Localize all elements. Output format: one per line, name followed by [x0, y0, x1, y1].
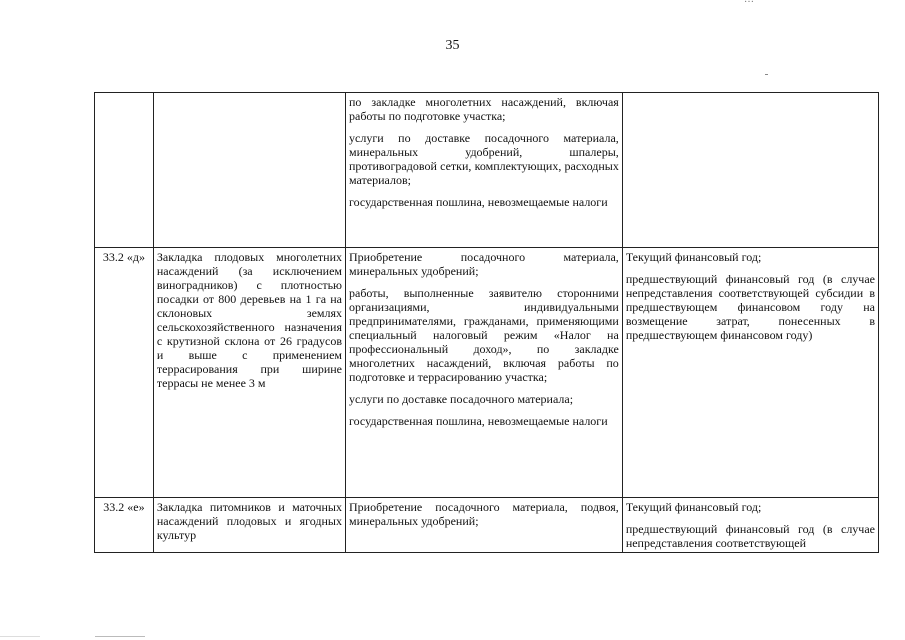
direction-name-cell — [153, 93, 345, 248]
direction-name-text: Закладка плодовых многолетних насаждений (за исключением виноградников) с плотностью посадки от 800 деревьев на 1 га на склоновых землях сельскохозяйственного назначения с крутизной склона от 26 градусов и выше с применением террасирования при ширине террасы не менее 3 м — [156, 250, 342, 390]
period-cell — [622, 248, 878, 498]
row-number-cell: 33.2 «е» — [95, 498, 154, 553]
period-item: Текущий финансовый год; — [625, 500, 762, 514]
period-cell — [622, 93, 878, 248]
direction-name-cell — [153, 248, 345, 498]
period-item: Текущий финансовый год; — [625, 250, 762, 264]
cost-item: по закладке многолетних насаждений, включая работы по подготовке участка; — [349, 95, 619, 123]
period-item: предшествующий финансовый год (в случае непредставления соответствующей — [625, 522, 875, 550]
table-row — [95, 248, 879, 498]
cost-item: Приобретение посадочного материала, подвоя, минеральных удобрений; — [349, 500, 619, 528]
table-row — [95, 498, 879, 553]
cost-item: услуги по доставке посадочного материала; — [349, 392, 574, 406]
period-cell — [622, 498, 878, 553]
costs-cell — [346, 498, 623, 553]
cost-item: государственная пошлина, невозмещаемые налоги — [349, 414, 608, 428]
scan-artifact — [0, 636, 40, 637]
row-number-cell — [95, 93, 154, 248]
cost-item: работы, выполненные заявителю сторонними организациями, индивидуальными предпринимателями, гражданами, применяющими специальный налоговый режим «Налог на профессиональный доход», по закладке многолетних насаждений, включая работы по подготовке и террасированию участка; — [349, 286, 619, 384]
page-number: 35 — [445, 38, 460, 53]
cost-item: государственная пошлина, невозмещаемые налоги — [349, 195, 608, 209]
costs-cell — [346, 248, 623, 498]
scan-artifact — [95, 636, 145, 637]
table-row — [95, 93, 879, 248]
scan-dot — [765, 74, 768, 75]
row-number-cell: 33.2 «д» — [95, 248, 154, 498]
direction-name-cell — [153, 498, 345, 553]
costs-cell — [346, 93, 623, 248]
subsidy-table — [94, 92, 879, 553]
corner-mark — [744, 0, 754, 5]
cost-item: услуги по доставке посадочного материала, минеральных удобрений, шпалеры, противоградовой сетки, комплектующих, расходных материалов; — [349, 131, 619, 187]
cost-item: Приобретение посадочного материала, минеральных удобрений; — [349, 250, 619, 278]
direction-name-text: Закладка питомников и маточных насаждений плодовых и ягодных культур — [156, 500, 342, 542]
period-item: предшествующий финансовый год (в случае непредставления соответствующей субсидии в предшествующем финансовом году на возмещение затрат, понесенных в предшествующем финансовом году) — [625, 272, 875, 342]
